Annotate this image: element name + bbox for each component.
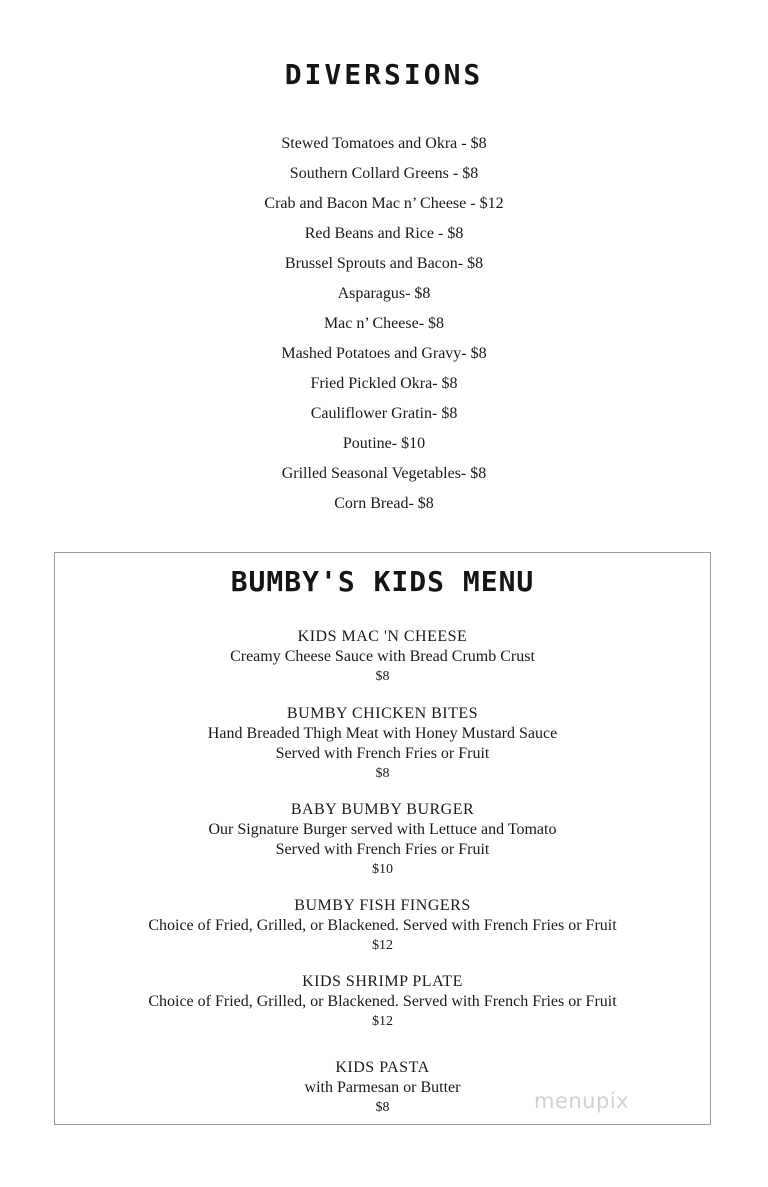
sides-list — [0, 129, 768, 519]
item-name: BUMBY FISH FINGERS — [294, 897, 471, 914]
side-item: Mashed Potatoes and Gravy- $8 — [281, 345, 487, 362]
item-description: Served with French Fries or Fruit — [275, 745, 490, 762]
item-description: with Parmesan or Butter — [304, 1079, 461, 1096]
item-description: Served with French Fries or Fruit — [275, 841, 490, 858]
side-item: Asparagus- $8 — [337, 285, 431, 302]
item-description: Hand Breaded Thigh Meat with Honey Mustard Sauce — [207, 725, 558, 742]
side-item: Brussel Sprouts and Bacon- $8 — [284, 255, 484, 272]
item-name: BUMBY CHICKEN BITES — [286, 705, 479, 722]
side-item: Grilled Seasonal Vegetables- $8 — [281, 465, 487, 482]
side-item: Mac n’ Cheese- $8 — [323, 315, 445, 332]
kids-menu-item — [55, 972, 710, 1031]
item-name: BABY BUMBY BURGER — [290, 801, 475, 818]
menupix-watermark: menupix — [534, 1089, 630, 1113]
kids-menu-box — [54, 552, 711, 1125]
item-name: KIDS MAC 'N CHEESE — [297, 628, 468, 645]
kids-menu-item — [55, 627, 710, 686]
item-description: Choice of Fried, Grilled, or Blackened. Served with French Fries or Fruit — [148, 917, 617, 934]
item-price: $10 — [372, 862, 393, 877]
item-name: KIDS PASTA — [335, 1059, 430, 1076]
item-price: $12 — [372, 938, 393, 953]
side-item: Poutine- $10 — [342, 435, 426, 452]
kids-menu-item — [55, 704, 710, 783]
side-item: Cauliflower Gratin- $8 — [310, 405, 458, 422]
item-price: $8 — [375, 766, 390, 781]
side-item: Fried Pickled Okra- $8 — [310, 375, 458, 392]
item-price: $8 — [375, 669, 390, 684]
item-price: $8 — [375, 1100, 390, 1115]
side-item: Red Beans and Rice - $8 — [304, 225, 464, 242]
diversions-heading: DIVERSIONS — [284, 58, 484, 91]
kids-menu-heading: BUMBY'S KIDS MENU — [230, 565, 535, 598]
item-price: $12 — [372, 1014, 393, 1029]
item-description: Creamy Cheese Sauce with Bread Crumb Crust — [230, 648, 535, 665]
item-description: Our Signature Burger served with Lettuce and Tomato — [208, 821, 557, 838]
item-description: Choice of Fried, Grilled, or Blackened. Served with French Fries or Fruit — [148, 993, 617, 1010]
side-item: Corn Bread- $8 — [334, 495, 434, 512]
kids-menu-item — [55, 800, 710, 879]
side-item: Southern Collard Greens - $8 — [289, 165, 479, 182]
side-item: Stewed Tomatoes and Okra - $8 — [281, 135, 487, 152]
item-name: KIDS SHRIMP PLATE — [302, 973, 463, 990]
side-item: Crab and Bacon Mac n’ Cheese - $12 — [264, 195, 504, 212]
kids-menu-item — [55, 896, 710, 955]
